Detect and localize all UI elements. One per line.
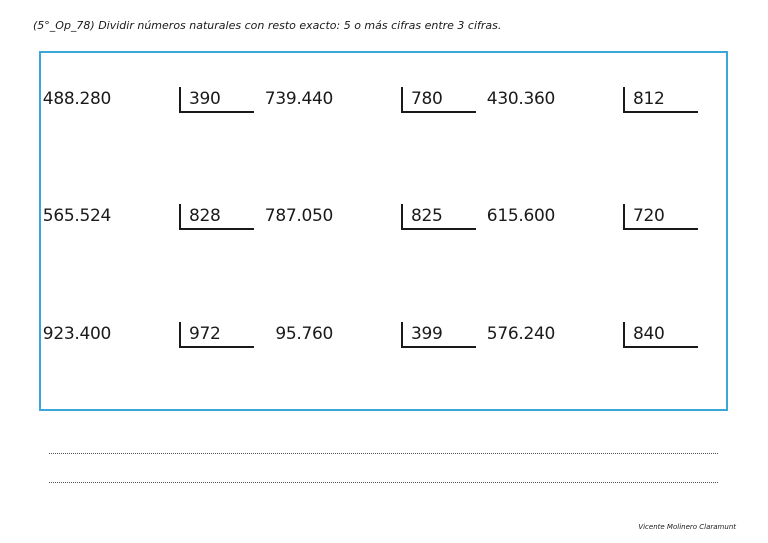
divisor: 825 — [411, 206, 443, 226]
page-title: (5°_Op_78) Dividir números naturales con resto exacto: 5 o más cifras entre 3 cifras. — [33, 19, 502, 32]
division-exercise-3 — [486, 87, 693, 117]
dividend: 739.440 — [264, 89, 333, 109]
dividend: 615.600 — [486, 206, 555, 226]
division-exercise-8 — [271, 322, 471, 352]
divisor: 390 — [189, 89, 221, 109]
divisor: 972 — [189, 324, 221, 344]
divisor: 780 — [411, 89, 443, 109]
divisor: 840 — [633, 324, 665, 344]
divisor: 720 — [633, 206, 665, 226]
dividend: 430.360 — [486, 89, 555, 109]
division-exercise-4 — [42, 204, 249, 234]
answer-line-2 — [49, 482, 718, 483]
division-exercise-6 — [486, 204, 693, 234]
division-exercise-1 — [42, 87, 249, 117]
exercise-box — [39, 51, 728, 411]
dividend: 488.280 — [42, 89, 111, 109]
divisor: 812 — [633, 89, 665, 109]
division-exercise-5 — [264, 204, 471, 234]
dividend: 923.400 — [42, 324, 111, 344]
dividend: 787.050 — [264, 206, 333, 226]
divisor: 399 — [411, 324, 443, 344]
dividend: 95.760 — [275, 324, 333, 344]
division-exercise-7 — [42, 322, 249, 352]
divisor: 828 — [189, 206, 221, 226]
dividend: 576.240 — [486, 324, 555, 344]
author-signature: Vicente Molinero Claramunt — [638, 523, 736, 531]
division-exercise-2 — [264, 87, 471, 117]
answer-line-1 — [49, 453, 718, 454]
dividend: 565.524 — [42, 206, 111, 226]
division-exercise-9 — [486, 322, 693, 352]
